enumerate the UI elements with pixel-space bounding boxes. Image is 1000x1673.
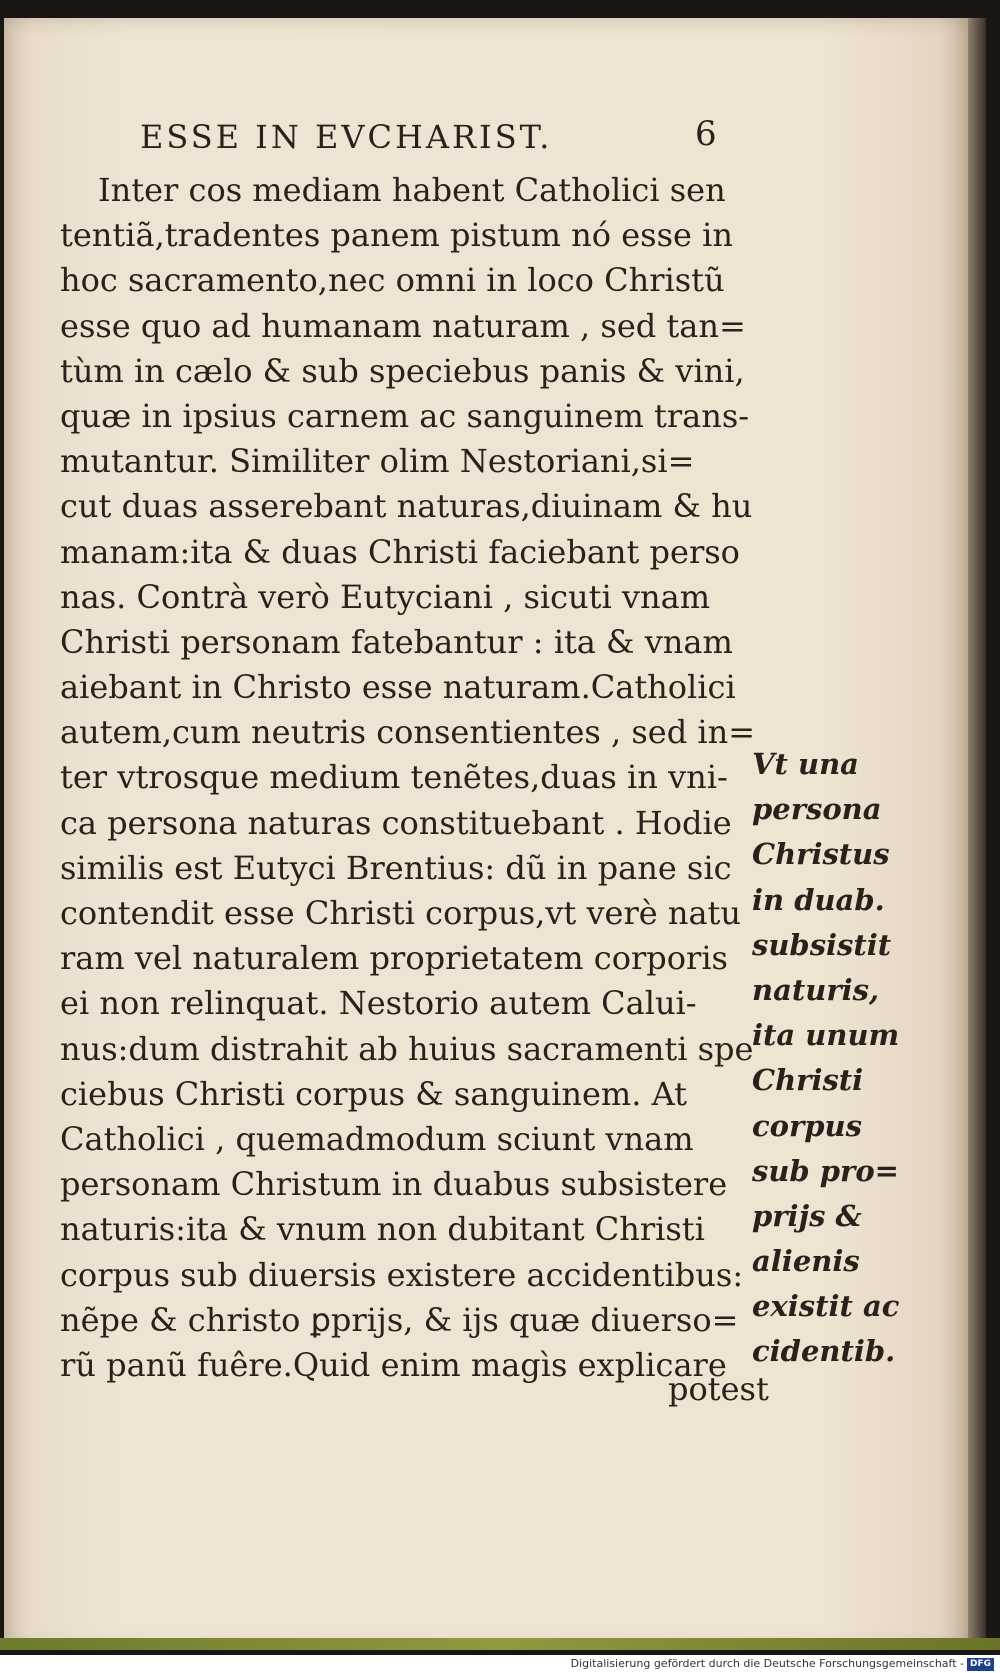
text-line: nus:dum distrahit ab huius sacramenti spe <box>60 1029 754 1068</box>
margin-note: corpus <box>752 1108 862 1143</box>
text-line: naturis:ita & vnum non dubitant Christi <box>60 1210 705 1249</box>
text-line: nas. Contrà verò Eutyciani , sicuti vnam <box>60 577 711 616</box>
margin-note: ita unum <box>752 1018 900 1053</box>
text-line: Catholici , quemadmodum sciunt vnam <box>60 1119 694 1158</box>
text-line: rũ panũ fuêre.Quid enim magìs explicare <box>60 1345 727 1384</box>
dfg-logo: DFG <box>967 1658 994 1671</box>
text-line: cut duas asserebant naturas,diuinam & hu <box>60 487 753 526</box>
margin-note: subsistit <box>752 927 892 962</box>
margin-note: cidentib. <box>752 1334 896 1369</box>
margin-note: existit ac <box>752 1289 900 1324</box>
text-line: ciebus Christi corpus & sanguinem. At <box>60 1074 687 1113</box>
margin-note: alienis <box>752 1244 860 1279</box>
catchword: potest <box>668 1370 769 1408</box>
margin-note: Vt una <box>752 747 859 781</box>
text-line: corpus sub diuersis existere accidentibus: <box>60 1255 744 1294</box>
text-line: tùm in cælo & sub speciebus panis & vini, <box>60 351 745 390</box>
footer-credit: Digitalisierung gefördert durch die Deutsche Forschungsgemeinschaft - <box>570 1657 964 1670</box>
margin-note: naturis, <box>752 972 880 1007</box>
text-line: Inter cos mediam habent Catholici sen <box>98 171 726 209</box>
text-line: ca persona naturas constituebant . Hodie <box>60 803 732 842</box>
margin-note: Christus <box>752 837 890 872</box>
margin-note: sub pro= <box>752 1153 899 1188</box>
margin-note: prijs & <box>752 1198 862 1233</box>
text-line: tentiã,tradentes panem pistum nó esse in <box>60 216 733 255</box>
text-line: aiebant in Christo esse naturam.Catholici <box>60 668 736 707</box>
text-line: ei non relinquat. Nestorio autem Calui- <box>60 984 697 1023</box>
margin-note: Christi <box>752 1063 864 1098</box>
page-number: 6 <box>695 114 717 154</box>
text-line: hoc sacramento,nec omni in loco Christũ <box>60 261 725 300</box>
margin-note: in duab. <box>752 882 885 917</box>
text-line: ram vel naturalem proprietatem corporis <box>60 939 728 978</box>
page-edge <box>968 18 986 1648</box>
text-line: nẽpe & christo ꝑprijs, & ijs quæ diuerso= <box>60 1300 739 1339</box>
text-line: ter vtrosque medium tenẽtes,duas in vni- <box>60 758 728 797</box>
digitization-footer <box>0 1655 1000 1673</box>
text-line: similis est Eutyci Brentius: dũ in pane sic <box>60 848 732 887</box>
text-line: quæ in ipsius carnem ac sanguinem trans- <box>60 396 750 435</box>
text-line: manam:ita & duas Christi faciebant perso <box>60 532 740 571</box>
color-calibration-band <box>0 1638 1000 1650</box>
text-line: personam Christum in duabus subsistere <box>60 1165 728 1204</box>
text-line: Christi personam fatebantur : ita & vnam <box>60 622 733 661</box>
main-text-block <box>60 168 755 1388</box>
running-head: ESSE IN EVCHARIST. <box>140 118 553 156</box>
text-line: esse quo ad humanam naturam , sed tan= <box>60 306 746 345</box>
marginal-notes <box>752 742 902 1375</box>
margin-note: persona <box>752 792 882 827</box>
text-line: mutantur. Similiter olim Nestoriani,si= <box>60 442 695 481</box>
text-line: contendit esse Christi corpus,vt verè natu <box>60 894 742 932</box>
text-line: autem,cum neutris consentientes , sed in= <box>60 713 755 752</box>
